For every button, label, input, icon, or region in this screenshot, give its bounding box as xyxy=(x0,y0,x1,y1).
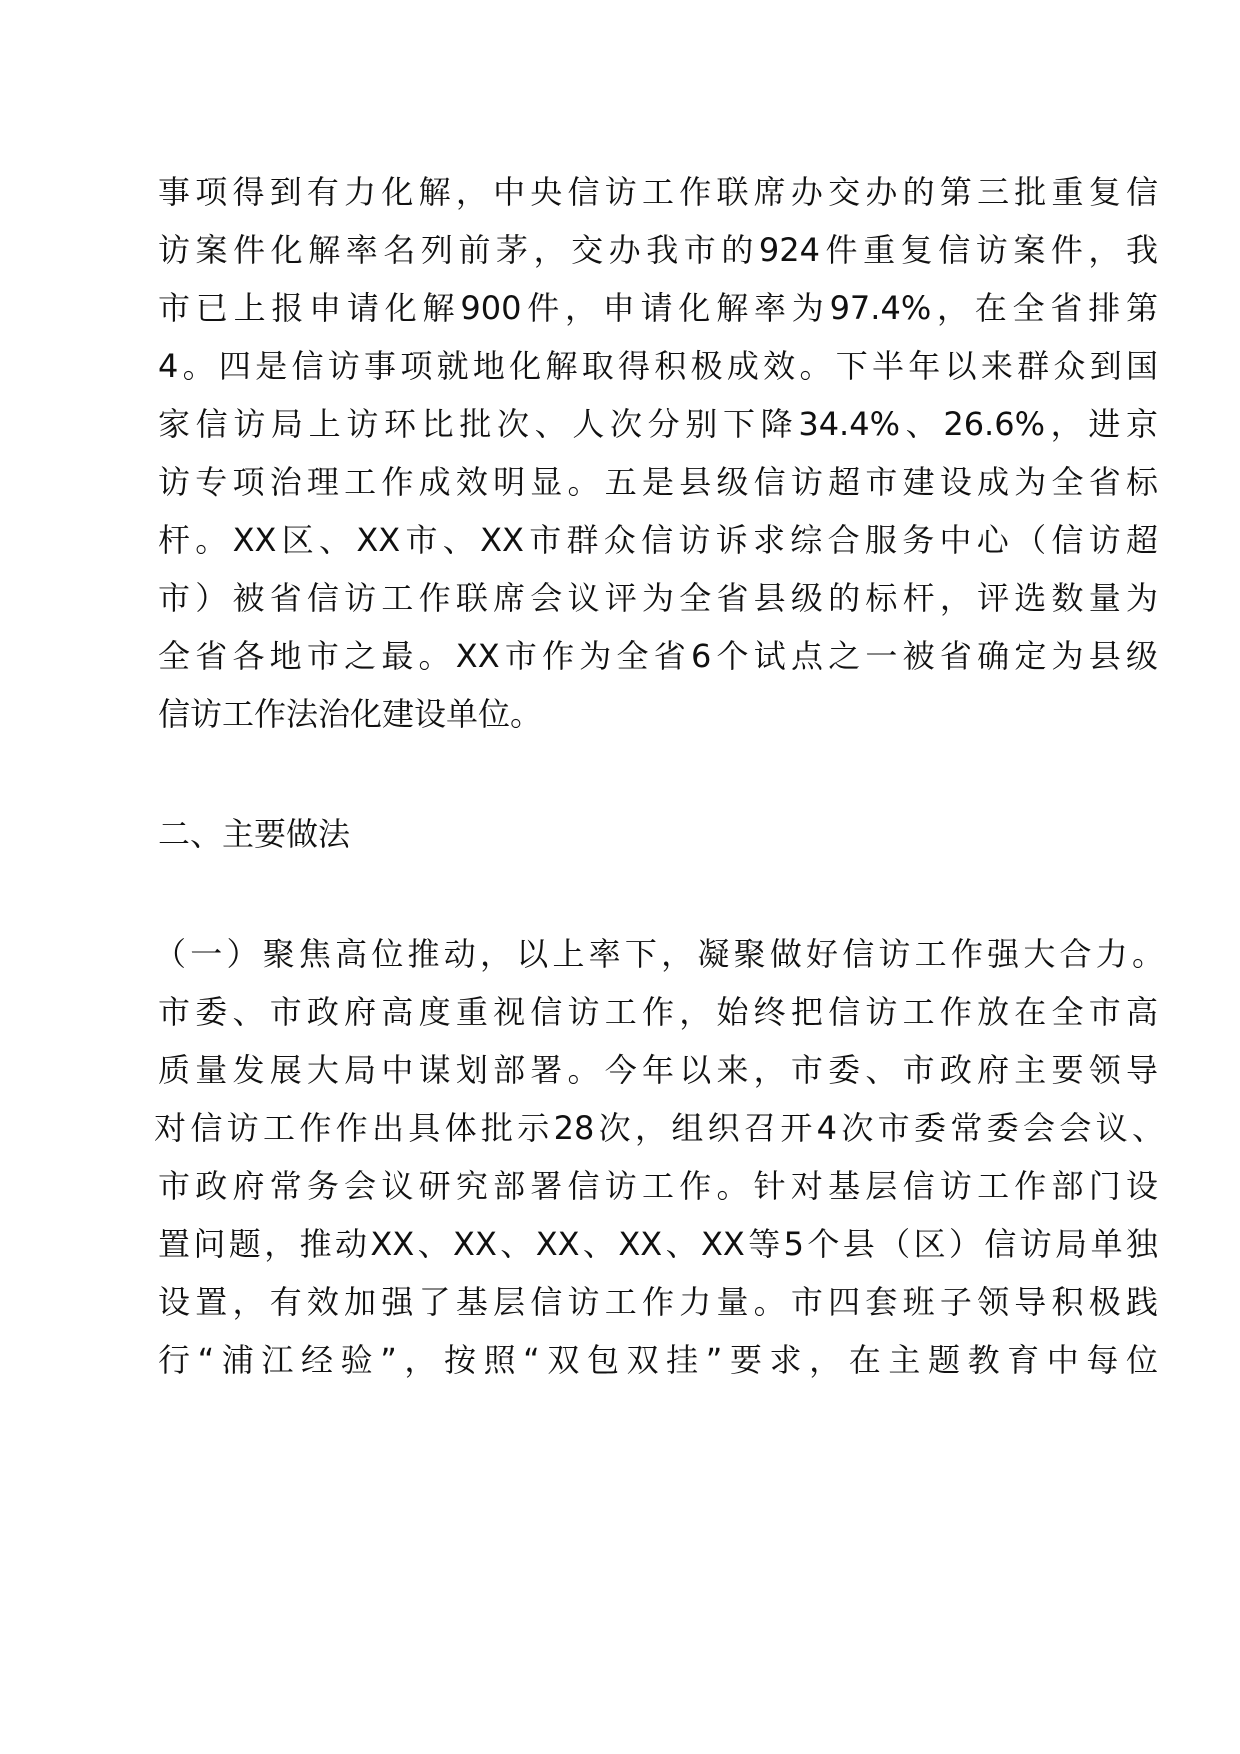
paragraph-2-line-2: 市委、市政府高度重视信访工作，始终把信访工作放在全市高 xyxy=(158,993,1158,1031)
paragraph-1-line-9: 全省各地市之最。XX市作为全省6个试点之一被省确定为县级 xyxy=(158,637,1158,675)
section-heading: 二、主要做法 xyxy=(158,815,351,853)
paragraph-1-line-3: 市已上报申请化解900件，申请化解率为97.4%，在全省排第 xyxy=(158,289,1158,327)
paragraph-2-line-4: 对信访工作作出具体批示28次，组织召开4次市委常委会会议、 xyxy=(154,1109,1164,1147)
paragraph-1-line-1: 事项得到有力化解，中央信访工作联席办交办的第三批重复信 xyxy=(158,173,1158,211)
paragraph-1-line-6: 访专项治理工作成效明显。五是县级信访超市建设成为全省标 xyxy=(158,463,1158,501)
paragraph-1-line-4: 4。四是信访事项就地化解取得积极成效。下半年以来群众到国 xyxy=(158,347,1158,385)
paragraph-2-line-5: 市政府常务会议研究部署信访工作。针对基层信访工作部门设 xyxy=(158,1167,1158,1205)
paragraph-2-line-3: 质量发展大局中谋划部署。今年以来，市委、市政府主要领导 xyxy=(158,1051,1158,1089)
paragraph-1-line-2: 访案件化解率名列前茅，交办我市的924件重复信访案件，我 xyxy=(158,231,1158,269)
paragraph-1-line-10: 信访工作法治化建设单位。 xyxy=(158,695,543,733)
paragraph-2-line-6: 置问题，推动XX、XX、XX、XX、XX等5个县（区）信访局单独 xyxy=(158,1225,1158,1263)
paragraph-1-line-7: 杆。XX区、XX市、XX市群众信访诉求综合服务中心（信访超 xyxy=(158,521,1158,559)
paragraph-1-line-8: 市）被省信访工作联席会议评为全省县级的标杆，评选数量为 xyxy=(158,579,1158,617)
paragraph-1-line-5: 家信访局上访环比批次、人次分别下降34.4%、26.6%，进京 xyxy=(158,405,1158,443)
paragraph-2-line-1: （一）聚焦高位推动，以上率下，凝聚做好信访工作强大合力。 xyxy=(154,935,1164,973)
paragraph-2-line-8: 行“浦江经验”，按照“双包双挂”要求，在主题教育中每位 xyxy=(158,1341,1158,1379)
paragraph-2-line-7: 设置，有效加强了基层信访工作力量。市四套班子领导积极践 xyxy=(158,1283,1158,1321)
